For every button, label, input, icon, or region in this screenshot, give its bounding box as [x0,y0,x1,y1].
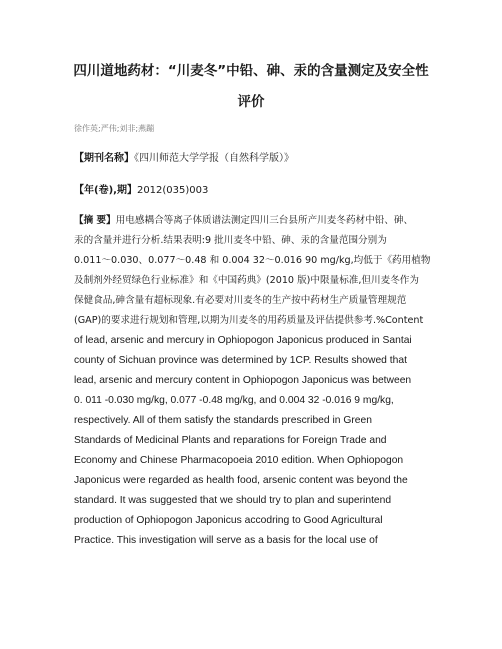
abstract-line-7: of lead, arsenic and mercury in Ophiopogon Japonicus produced in Santai [74,335,412,346]
abstract-line-16: production of Ophiopogon Japonicus accodring to Good Agricultural [74,515,383,526]
abstract-line-17: Practice. This investigation will serve as a basis for the local use of [74,535,378,546]
abstract-line-8: county of Sichuan province was determined by 1CP. Results showed that [74,355,407,366]
abstract-line-6: (GAP)的要求进行规划和管理,以期为川麦冬的用药质量及评估提供参考.%Content [74,315,424,326]
volume-label: 【年(卷),期】 [74,185,137,196]
article-authors: 徐作英;严伟;刘非;燕蹦 [74,124,155,133]
abstract-line-5: 保健食品,砷含量有超标现象.有必要对川麦冬的生产按中药材生产质量管理规范 [74,295,407,306]
abstract-line-13: Economy and Chinese Pharmacopoeia 2010 edition. When Ophiopogon [74,455,404,466]
abstract-line-9: lead, arsenic and mercury content in Ophiopogon Japonicus was between [74,375,412,386]
journal-field [74,152,294,166]
abstract-label: 【摘 要】 [74,215,116,226]
abstract-line-14: Japonicus were regarded as health food, arsenic content was beyond the [74,475,408,486]
abstract-line-2: 汞的含量并进行分析.结果表明:9 批川麦冬中铅、砷、汞的含量范围分别为 [74,235,387,246]
volume-value: 2012(035)003 [136,185,209,196]
abstract-line-12: Standards of Medicinal Plants and reparations for Foreign Trade and [74,435,387,446]
article-title-line-1: 四川道地药材：“川麦冬”中铅、砷、汞的含量测定及安全性 [73,63,429,79]
abstract-text: 用电感耦合等离子体质谱法测定四川三台县所产川麦冬药材中铅、砷、 [115,215,414,226]
abstract-line-3: 0.011～0.030、0.077～0.48 和 0.004 32～0.016 90 mg/kg,均低于《药用植物 [74,255,431,266]
abstract-line-15: standard. It was suggested that we should try to plan and superintend [74,495,392,506]
abstract-line-4: 及制剂外经贸绿色行业标准》和《中国药典》(2010 版)中限量标准,但川麦冬作为 [74,275,419,286]
abstract-line-1 [74,214,413,228]
journal-label: 【期刊名称】 [74,153,134,164]
abstract-line-10: 0. 011 -0.030 mg/kg, 0.077 -0.48 mg/kg, and 0.004 32 -0.016 9 mg/kg, [74,395,394,406]
abstract-line-11: respectively. All of them satisfy the standards prescribed in Green [74,415,372,426]
article-title-line-2: 评价 [237,94,265,110]
volume-field [74,184,208,198]
journal-value: 《四川师范大学学报（自然科学版）》 [134,153,294,164]
